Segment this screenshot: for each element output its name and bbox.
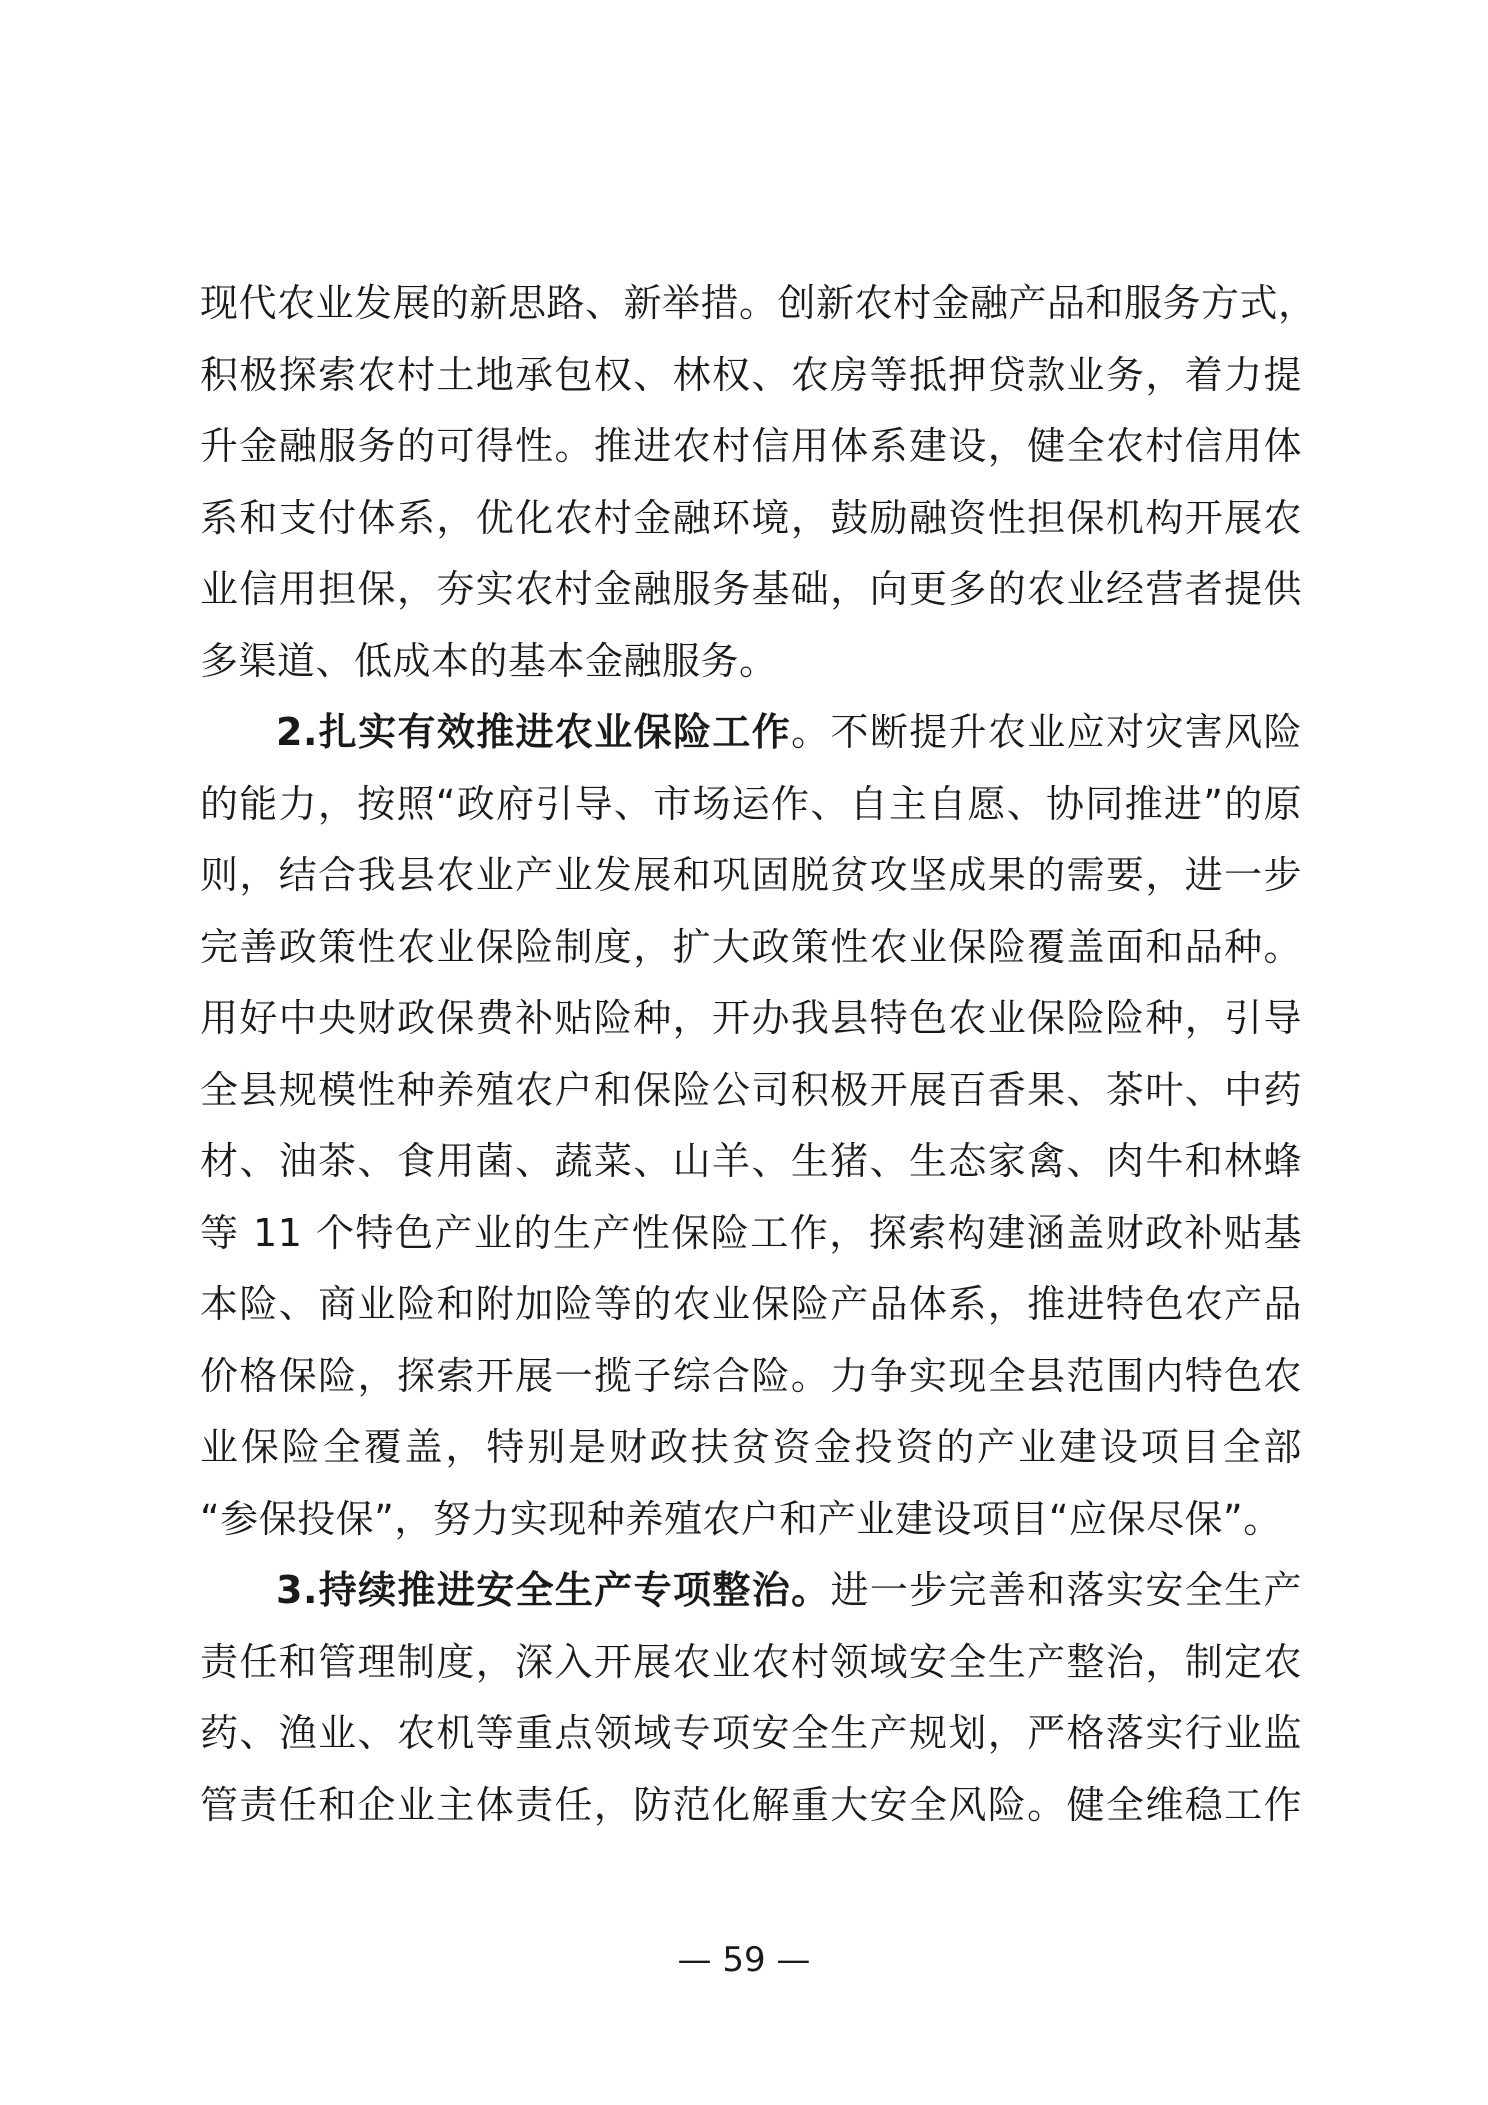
text-line: 全县规模性种养殖农户和保险公司积极开展百香果、茶叶、中药 (200, 1067, 1302, 1112)
text-line: 等 11 个特色产业的生产性保险工作，探索构建涵盖财政补贴基 (200, 1210, 1302, 1255)
paragraph-2 (200, 697, 1302, 1555)
paragraph-1 (200, 268, 1317, 697)
text-line: 多渠道、低成本的基本金融服务。 (200, 638, 778, 683)
text-line: 则，结合我县农业产业发展和巩固脱贫攻坚成果的需要，进一步 (200, 853, 1302, 897)
text-line (200, 697, 1302, 769)
page-number: — 59 — (677, 1940, 811, 1980)
text-line: 积极探索农村土地承包权、林权、农房等抵押贷款业务，着力提 (200, 352, 1302, 397)
section-heading-safety: 3.持续推进安全生产专项整治。 (276, 1568, 831, 1612)
paragraph-3 (200, 1555, 1302, 1841)
body-text (200, 268, 1317, 1841)
text-line: 系和支付体系，优化农村金融环境，鼓励融资性担保机构开展农 (200, 495, 1302, 540)
text-line: 用好中央财政保费补贴险种，开办我县特色农业保险险种，引导 (200, 996, 1302, 1040)
text-line: 管责任和企业主体责任，防范化解重大安全风险。健全维稳工作 (200, 1782, 1302, 1827)
text-line: “参保投保”，努力实现种养殖农户和产业建设项目“应保尽保”。 (200, 1496, 1282, 1541)
text-line: 药、渔业、农机等重点领域专项安全生产规划，严格落实行业监 (200, 1711, 1302, 1755)
text-line: 业信用担保，夯实农村金融服务基础，向更多的农业经营者提供 (200, 567, 1302, 611)
text-line: 材、油茶、食用菌、蔬菜、山羊、生猪、生态家禽、肉牛和林蜂 (200, 1139, 1302, 1183)
text-line: 升金融服务的可得性。推进农村信用体系建设，健全农村信用体 (200, 424, 1302, 468)
text-line: 本险、商业险和附加险等的农业保险产品体系，推进特色农产品 (200, 1282, 1302, 1326)
text-line: 业保险全覆盖，特别是财政扶贫资金投资的产业建设项目全部 (200, 1425, 1302, 1469)
text-line: 价格保险，探索开展一揽子综合险。力争实现全县范围内特色农 (200, 1353, 1302, 1398)
text-line: 现代农业发展的新思路、新举措。创新农村金融产品和服务方式， (200, 281, 1317, 325)
section-heading-insurance: 2.扎实有效推进农业保险工作 (276, 710, 792, 754)
text-line: 的能力，按照“政府引导、市场运作、自主自愿、协同推进”的原 (200, 781, 1302, 826)
text-line (200, 1555, 1302, 1627)
text-run: 进一步完善和落实安全生产 (830, 1568, 1302, 1612)
text-run: 。不断提升农业应对灾害风险 (791, 710, 1302, 754)
text-line: 完善政策性农业保险制度，扩大政策性农业保险覆盖面和品种。 (200, 924, 1302, 969)
text-line: 责任和管理制度，深入开展农业农村领域安全生产整治，制定农 (200, 1639, 1302, 1684)
